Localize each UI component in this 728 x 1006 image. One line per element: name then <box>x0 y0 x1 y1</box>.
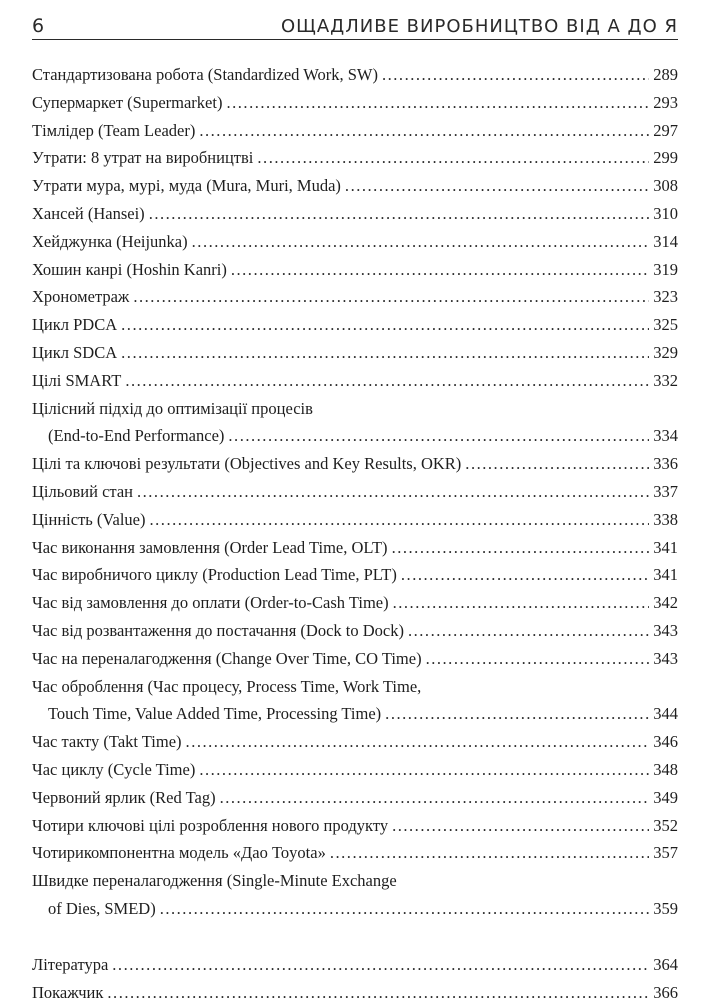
toc-entry-title: Утрати: 8 утрат на виробництві <box>32 144 253 172</box>
toc-entry-title: Червоний ярлик (Red Tag) <box>32 784 216 812</box>
toc-entry-page: 349 <box>653 784 678 812</box>
toc-entry <box>32 61 678 89</box>
toc-entry <box>32 200 678 228</box>
toc-entry <box>32 450 678 478</box>
toc-entry <box>32 589 678 617</box>
toc-entry <box>32 144 678 172</box>
toc-entry-page: 293 <box>653 89 678 117</box>
dot-leader <box>125 367 649 395</box>
toc-entry-page: 341 <box>653 534 678 562</box>
dot-leader <box>199 117 649 145</box>
toc-entry <box>32 784 678 812</box>
toc-entry-page: 299 <box>653 144 678 172</box>
toc-entry-page: 352 <box>653 812 678 840</box>
toc-entry-title: Цикл SDCA <box>32 339 117 367</box>
dot-leader <box>192 228 650 256</box>
toc-entry-page: 336 <box>653 450 678 478</box>
dot-leader <box>426 645 650 673</box>
toc-entry-title: Тімлідер (Team Leader) <box>32 117 195 145</box>
dot-leader <box>393 589 650 617</box>
toc-entry <box>32 311 678 339</box>
dot-leader <box>392 534 650 562</box>
toc-entry-page: 329 <box>653 339 678 367</box>
toc-entry-title-line: Час оброблення (Час процесу, Process Time, Work Time, <box>32 673 678 701</box>
toc-entry-title-line: Цілісний підхід до оптимізації процесів <box>32 395 678 423</box>
toc-entry-title: Час на переналагодження (Change Over Time, CO Time) <box>32 645 422 673</box>
dot-leader <box>401 561 649 589</box>
toc-entry-title: Touch Time, Value Added Time, Processing Time) <box>48 700 381 728</box>
toc-entry <box>32 506 678 534</box>
toc-entry-page: 310 <box>653 200 678 228</box>
toc-entry <box>32 756 678 784</box>
toc-entry-title: Хейджунка (Heijunka) <box>32 228 188 256</box>
toc-entry <box>32 561 678 589</box>
dot-leader <box>226 89 649 117</box>
toc-entry-title: (End-to-End Performance) <box>48 422 224 450</box>
toc-entry-page: 341 <box>653 561 678 589</box>
toc-entry-title: Хошин канрі (Hoshin Kanri) <box>32 256 227 284</box>
toc-entry-title: Час виробничого циклу (Production Lead Time, PLT) <box>32 561 397 589</box>
toc-entry-title: Чотири ключові цілі розроблення нового продукту <box>32 812 388 840</box>
toc-entry <box>32 812 678 840</box>
dot-leader <box>199 756 649 784</box>
dot-leader <box>408 617 649 645</box>
toc-entry <box>32 395 678 451</box>
toc-entry-page: 323 <box>653 283 678 311</box>
toc-entry <box>32 367 678 395</box>
toc-entries <box>32 61 678 923</box>
toc-entry-title: Час від замовлення до оплати (Order-to-Cash Time) <box>32 589 389 617</box>
toc-entry-title: Цикл PDCA <box>32 311 117 339</box>
toc-entry-page: 289 <box>653 61 678 89</box>
toc-back-matter <box>32 951 678 1006</box>
toc-entry-title: Цінність (Value) <box>32 506 146 534</box>
dot-leader <box>385 700 649 728</box>
dot-leader <box>220 784 650 812</box>
section-gap <box>32 923 678 951</box>
toc-entry <box>32 951 678 979</box>
dot-leader <box>330 839 649 867</box>
dot-leader <box>465 450 649 478</box>
dot-leader <box>160 895 650 923</box>
dot-leader <box>150 506 650 534</box>
toc-entry-page: 332 <box>653 367 678 395</box>
page-number: 6 <box>32 15 45 37</box>
toc-entry-title: Час такту (Takt Time) <box>32 728 182 756</box>
toc-entry-title: Час циклу (Cycle Time) <box>32 756 195 784</box>
table-of-contents <box>32 61 678 1006</box>
toc-entry <box>32 617 678 645</box>
toc-entry-page: 344 <box>653 700 678 728</box>
toc-entry <box>32 728 678 756</box>
running-header <box>32 6 678 40</box>
toc-entry-title: Утрати мура, мурі, муда (Mura, Muri, Muda) <box>32 172 341 200</box>
toc-entry <box>32 673 678 729</box>
dot-leader <box>107 979 649 1006</box>
toc-entry-title: Цільовий стан <box>32 478 133 506</box>
toc-entry-page: 357 <box>653 839 678 867</box>
toc-entry-title: of Dies, SMED) <box>48 895 156 923</box>
toc-entry <box>32 89 678 117</box>
toc-entry-title: Чотирикомпонентна модель «Дао Toyota» <box>32 839 326 867</box>
toc-entry-page: 338 <box>653 506 678 534</box>
toc-entry-page: 319 <box>653 256 678 284</box>
toc-entry-page: 366 <box>653 979 678 1006</box>
dot-leader <box>121 339 649 367</box>
toc-entry <box>32 117 678 145</box>
toc-entry-page: 297 <box>653 117 678 145</box>
toc-entry-title: Цілі та ключові результати (Objectives and Key Results, OKR) <box>32 450 461 478</box>
toc-entry-title: Час від розвантаження до постачання (Dock to Dock) <box>32 617 404 645</box>
dot-leader <box>231 256 649 284</box>
toc-entry <box>32 867 678 923</box>
dot-leader <box>382 61 649 89</box>
toc-entry-title-line: Швидке переналагодження (Single-Minute Exchange <box>32 867 678 895</box>
toc-entry-title: Хансей (Hansei) <box>32 200 145 228</box>
toc-entry-page: 343 <box>653 617 678 645</box>
dot-leader <box>137 478 649 506</box>
toc-entry-title: Цілі SMART <box>32 367 121 395</box>
toc-entry-title: Час виконання замовлення (Order Lead Time, OLT) <box>32 534 388 562</box>
toc-entry <box>32 339 678 367</box>
toc-entry-page: 343 <box>653 645 678 673</box>
toc-entry <box>32 283 678 311</box>
toc-entry <box>32 979 678 1006</box>
dot-leader <box>121 311 649 339</box>
running-title: ОЩАДЛИВЕ ВИРОБНИЦТВО ВІД А ДО Я <box>281 16 678 37</box>
toc-entry-page: 314 <box>653 228 678 256</box>
dot-leader <box>345 172 649 200</box>
toc-entry <box>32 839 678 867</box>
toc-entry-page: 348 <box>653 756 678 784</box>
toc-entry-page: 325 <box>653 311 678 339</box>
toc-entry-page: 359 <box>653 895 678 923</box>
toc-entry <box>32 534 678 562</box>
toc-entry <box>32 256 678 284</box>
toc-entry <box>32 172 678 200</box>
dot-leader <box>228 422 649 450</box>
toc-entry <box>32 228 678 256</box>
toc-entry-title: Література <box>32 951 108 979</box>
dot-leader <box>257 144 649 172</box>
toc-entry-page: 337 <box>653 478 678 506</box>
toc-entry-page: 334 <box>653 422 678 450</box>
dot-leader <box>392 812 649 840</box>
toc-entry-page: 342 <box>653 589 678 617</box>
dot-leader <box>186 728 650 756</box>
dot-leader <box>133 283 649 311</box>
toc-entry-title: Супермаркет (Supermarket) <box>32 89 222 117</box>
toc-entry-page: 364 <box>653 951 678 979</box>
toc-entry-title: Стандартизована робота (Standardized Work, SW) <box>32 61 378 89</box>
toc-entry-page: 346 <box>653 728 678 756</box>
toc-entry-title: Покажчик <box>32 979 103 1006</box>
toc-entry <box>32 645 678 673</box>
toc-entry <box>32 478 678 506</box>
dot-leader <box>112 951 649 979</box>
dot-leader <box>149 200 650 228</box>
toc-entry-title: Хронометраж <box>32 283 129 311</box>
toc-entry-page: 308 <box>653 172 678 200</box>
